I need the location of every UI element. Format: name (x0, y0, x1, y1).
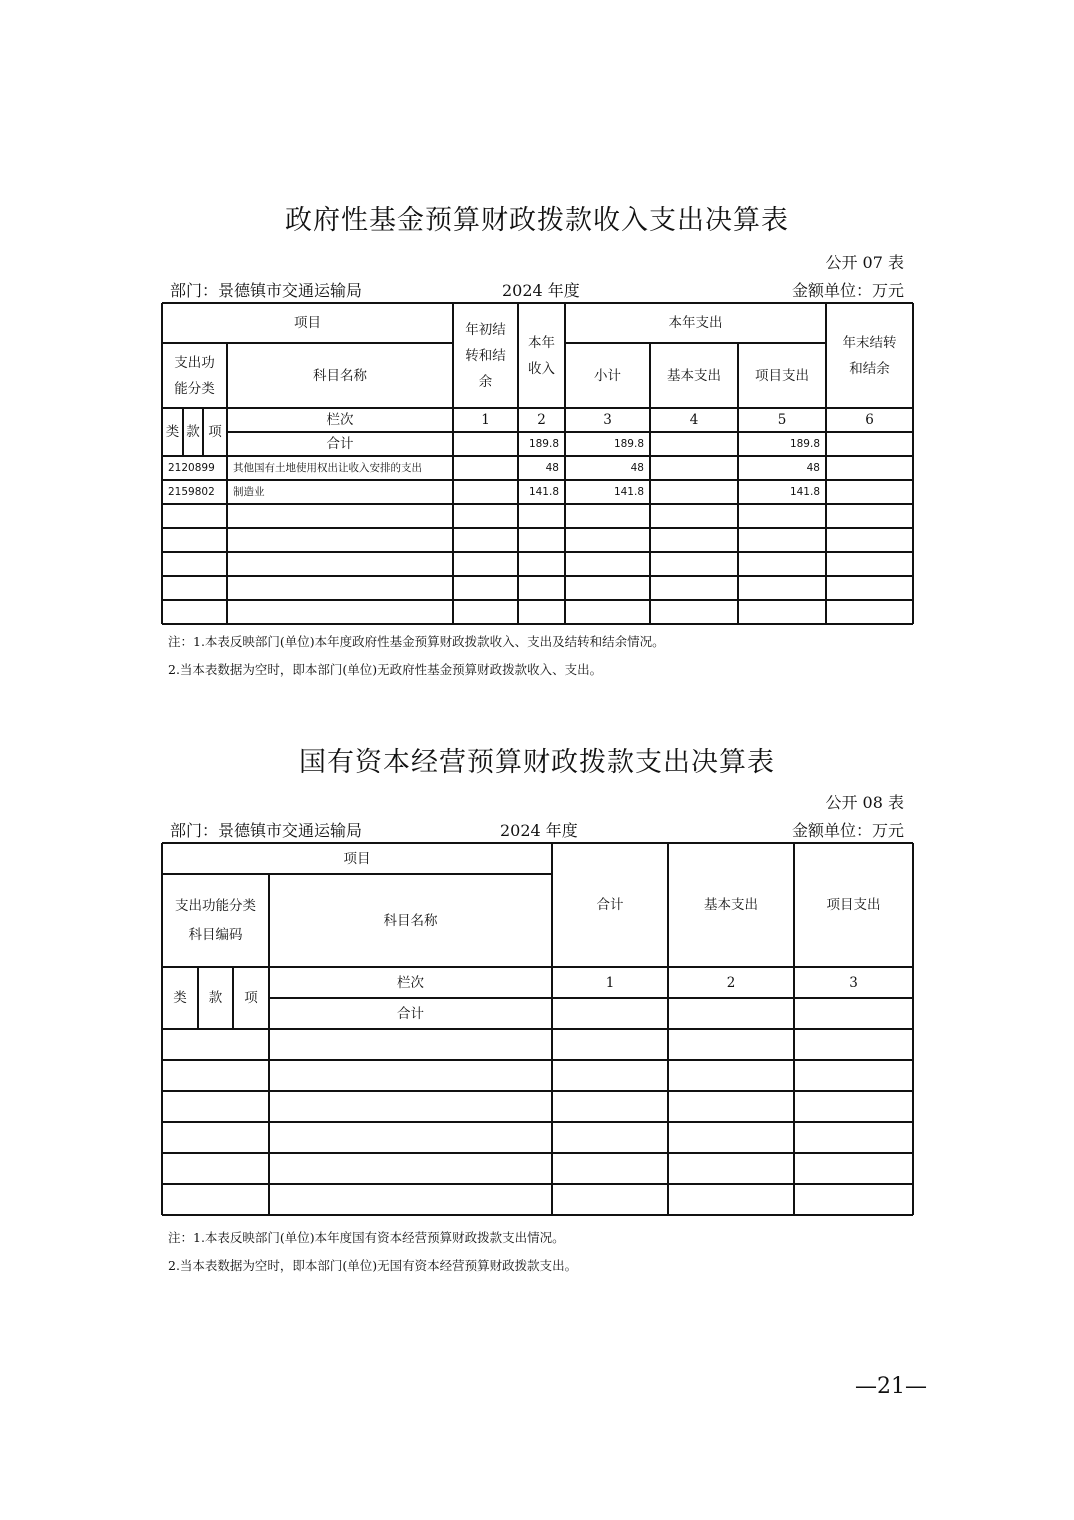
t7-col-number: 6 (865, 412, 874, 428)
t7-col-number: 2 (537, 412, 546, 428)
t7-row-code: 2159802 (168, 486, 215, 498)
table-border (162, 1090, 913, 1092)
table08-department: 部门：景德镇市交通运输局 (170, 821, 363, 840)
table-border (232, 967, 234, 1029)
t7-header-func-class-l2: 能分类 (174, 380, 215, 397)
t7-header-income (518, 303, 565, 408)
table-border (564, 303, 566, 624)
t8-note-2: 2.当本表数据为空时，即本部门(单位)无国有资本经营预算财政拨款支出。 (168, 1258, 578, 1273)
t8-header-lei: 类 (173, 990, 187, 1006)
t8-note-1: 注：1.本表反映部门(单位)本年度国有资本经营预算财政拨款支出情况。 (168, 1230, 565, 1245)
t7-row-income: 48 (545, 462, 559, 474)
t7-header-kuan: 款 (186, 424, 200, 440)
t7-header-item: 项目 (294, 315, 321, 331)
t7-header-closing-l1: 年末结转 (842, 334, 897, 351)
t7-header-basic: 基本支出 (667, 367, 721, 384)
t8-header-kuan: 款 (208, 990, 223, 1006)
table-border (649, 343, 651, 624)
t7-row-name: 制造业 (233, 486, 265, 498)
t7-header-income-l2: 收入 (528, 360, 555, 377)
t7-header-subject-name: 科目名称 (313, 367, 367, 384)
t7-row-code: 2120899 (168, 462, 215, 474)
t7-header-expense: 本年支出 (668, 315, 723, 331)
t7-row-subtotal: 141.8 (613, 486, 644, 498)
table-border (202, 408, 204, 456)
table-border (162, 1214, 913, 1216)
t7-total-label: 合计 (326, 436, 354, 452)
table08-code: 公开 08 表 (825, 793, 904, 812)
table-border (162, 599, 913, 601)
t7-header-func-class-l1: 支出功 (174, 354, 215, 371)
table-border (162, 551, 913, 553)
table-border (667, 843, 669, 1215)
table-border (197, 967, 199, 1029)
t7-total-subtotal: 189.8 (613, 438, 644, 450)
table-border (551, 843, 553, 1215)
table-border (793, 843, 795, 1215)
table-border (162, 1028, 913, 1030)
table-border (162, 873, 552, 875)
t7-col-index-label: 栏次 (326, 412, 354, 428)
t7-note-1: 注：1.本表反映部门(单位)本年度政府性基金预算财政拨款收入、支出及结转和结余情况。 (168, 634, 665, 649)
table07-unit: 金额单位：万元 (791, 281, 904, 300)
t7-header-closing-l2: 和结余 (849, 360, 890, 377)
t8-header-func-l1: 支出功能分类 (175, 897, 256, 914)
table-border (162, 1059, 913, 1061)
t7-header-lei: 类 (165, 424, 180, 440)
table-border (227, 431, 913, 433)
t7-col-number: 1 (481, 412, 490, 428)
t7-col-number: 5 (777, 412, 787, 428)
t7-header-project: 项目支出 (755, 367, 809, 384)
table-border (162, 623, 913, 625)
table-border (162, 1183, 913, 1185)
table-border (162, 455, 913, 457)
t7-total-income: 189.8 (528, 438, 559, 450)
t7-header-income-l1: 本年 (528, 334, 555, 351)
t8-col-number: 2 (726, 974, 736, 991)
table-border (182, 408, 184, 456)
t8-header-item: 项目 (343, 850, 371, 867)
t7-header-xiang: 项 (208, 424, 222, 440)
table08-title: 国有资本经营预算财政拨款支出决算表 (299, 747, 775, 778)
table-border (269, 997, 913, 999)
table07-department: 部门：景德镇市交通运输局 (170, 281, 363, 300)
table-border (162, 1152, 913, 1154)
t7-row-project: 48 (806, 462, 820, 474)
t7-header-closing (826, 303, 913, 408)
t8-header-subject-name: 科目名称 (383, 912, 438, 929)
t8-col-number: 3 (849, 974, 858, 991)
t7-header-opening-l2: 转和结 (465, 347, 506, 364)
table07-year: 2024 年度 (502, 281, 580, 300)
t8-header-total: 合计 (596, 897, 624, 913)
t7-col-number: 3 (603, 412, 612, 428)
t7-row-name: 其他国有土地使用权出让收入安排的支出 (233, 462, 422, 474)
t7-row-project: 141.8 (789, 486, 820, 498)
t8-header-func-l2: 科目编码 (188, 926, 243, 943)
table-border (162, 527, 913, 529)
table07-title: 政府性基金预算财政拨款收入支出决算表 (285, 205, 789, 236)
t8-col-number: 1 (605, 974, 615, 991)
table-border (162, 479, 913, 481)
t8-header-basic: 基本支出 (704, 897, 758, 913)
table-border (825, 303, 827, 624)
t7-header-subtotal: 小计 (594, 367, 621, 384)
t7-note-2: 2.当本表数据为空时，即本部门(单位)无政府性基金预算财政拨款收入、支出。 (168, 662, 603, 677)
table-border (737, 343, 739, 624)
t7-col-number: 4 (689, 412, 699, 428)
t7-header-func-class (162, 343, 227, 408)
t7-header-opening-l3: 余 (478, 373, 493, 390)
t7-row-subtotal: 48 (630, 462, 644, 474)
t7-row-income: 141.8 (528, 486, 559, 498)
table-border (226, 343, 228, 624)
table-border (162, 575, 913, 577)
t7-total-project: 189.8 (789, 438, 820, 450)
table-border (268, 874, 270, 1215)
t8-header-project: 项目支出 (826, 897, 881, 913)
t8-col-index-label: 栏次 (397, 974, 424, 991)
page-number: —21— (855, 1374, 927, 1399)
t8-header-func (162, 874, 269, 967)
t8-total-label: 合计 (397, 1005, 424, 1022)
table-border (162, 342, 453, 344)
table08-unit: 金额单位：万元 (791, 821, 904, 840)
table-border (162, 966, 913, 968)
table-border (162, 503, 913, 505)
t7-header-opening-l1: 年初结 (465, 321, 506, 338)
table08-year: 2024 年度 (500, 821, 578, 840)
table-border (162, 842, 913, 844)
table-border (162, 1121, 913, 1123)
table-border (162, 302, 913, 304)
t8-header-xiang: 项 (244, 990, 258, 1006)
table-border (565, 342, 826, 344)
table07-code: 公开 07 表 (825, 253, 904, 272)
table-border (452, 303, 454, 624)
table-border (162, 407, 913, 409)
t7-header-opening (453, 303, 518, 408)
table-border (517, 303, 519, 624)
